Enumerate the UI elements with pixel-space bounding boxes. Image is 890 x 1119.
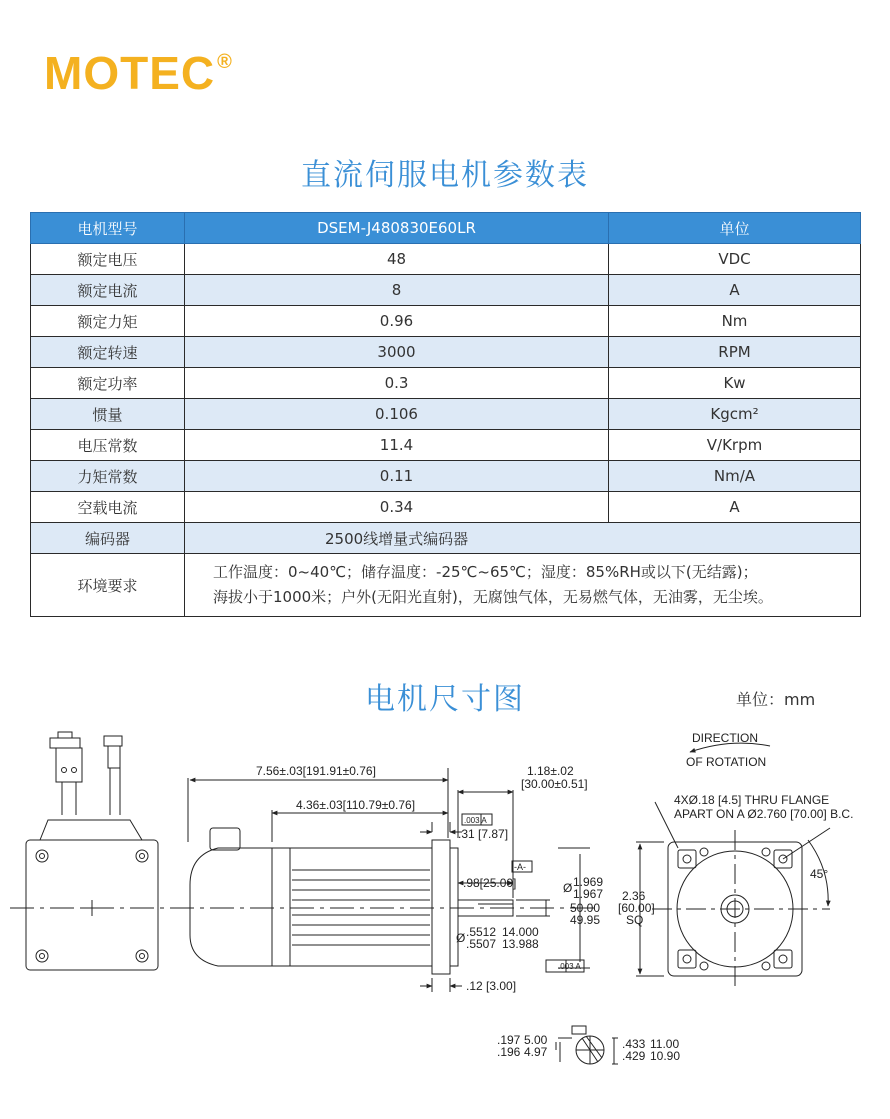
param-unit: Kgcm² — [609, 399, 861, 430]
key-height-mm2: 10.90 — [650, 1049, 681, 1063]
rear-view — [26, 732, 158, 970]
param-name: 额定转速 — [31, 337, 185, 368]
dim-angle: 45° — [810, 867, 829, 881]
spec-table-title: 直流伺服电机参数表 — [301, 158, 589, 193]
param-value: 11.4 — [185, 430, 609, 461]
param-name: 电压常数 — [31, 430, 185, 461]
key-width-in1: .197 — [497, 1033, 521, 1047]
dim-pilot-mm1: 50.00 — [570, 901, 601, 915]
environment-value — [185, 554, 861, 617]
header-cell: 单位 — [609, 213, 861, 244]
key-width-in2: .196 — [497, 1045, 521, 1059]
param-name: 额定电压 — [31, 244, 185, 275]
holes-note-2: APART ON A Ø2.760 [70.00] B.C. — [674, 807, 854, 821]
dim-square-mm: [60.00] — [618, 901, 655, 915]
keyway-section — [572, 1026, 604, 1064]
header-cell: 电机型号 — [31, 213, 185, 244]
table-row — [31, 368, 861, 399]
dim-pilot-step: .12 [3.00] — [466, 979, 517, 993]
param-value: 0.106 — [185, 399, 609, 430]
dim-total-length: 7.56±.03[191.91±0.76] — [256, 764, 376, 778]
param-name: 空载电流 — [31, 492, 185, 523]
environment-line: 工作温度：0~40℃；储存温度：-25℃~65℃；湿度：85%RH或以下(无结露)； — [213, 563, 758, 581]
tol-frame-a: .003 A — [464, 816, 487, 825]
param-name: 额定功率 — [31, 368, 185, 399]
table-row — [31, 399, 861, 430]
param-unit: Kw — [609, 368, 861, 399]
datum-a: -A- — [514, 862, 526, 872]
encoder-value: 2500线增量式编码器 — [185, 523, 861, 554]
runout-frame: .003 A — [558, 962, 581, 971]
key-width-mm2: 4.97 — [524, 1045, 548, 1059]
table-row — [31, 244, 861, 275]
table-row — [31, 337, 861, 368]
dim-shaft-mm2: 13.988 — [502, 937, 539, 951]
param-unit: A — [609, 492, 861, 523]
spec-table — [30, 212, 861, 617]
holes-note-1: 4XØ.18 [4.5] THRU FLANGE — [674, 793, 830, 807]
unit-note: 单位：mm — [736, 690, 816, 709]
dim-flange-thickness: .31 [7.87] — [458, 827, 509, 841]
param-value: 0.96 — [185, 306, 609, 337]
environment-line: 海拔小于1000米；户外(无阳光直射)，无腐蚀气体，无易燃气体，无油雾，无尘埃。 — [213, 588, 773, 606]
key-width-mm1: 5.00 — [524, 1033, 548, 1047]
header-cell: DSEM-J480830E60LR — [185, 213, 609, 244]
table-row — [31, 306, 861, 337]
table-header-row — [31, 213, 861, 244]
dim-square-sq: SQ — [626, 913, 644, 927]
param-name: 编码器 — [31, 523, 185, 554]
param-value: 8 — [185, 275, 609, 306]
direction-label-2: OF ROTATION — [686, 755, 767, 769]
param-unit: A — [609, 275, 861, 306]
table-row — [31, 492, 861, 523]
pilot-prefix: Ø — [563, 881, 573, 895]
dim-flange-length: 1.18±.02 — [527, 764, 574, 778]
key-height-in2: .429 — [622, 1049, 646, 1063]
dim-pilot-in1: 1.969 — [573, 875, 604, 889]
param-unit: RPM — [609, 337, 861, 368]
param-unit: VDC — [609, 244, 861, 275]
param-value: 0.3 — [185, 368, 609, 399]
param-unit: Nm — [609, 306, 861, 337]
side-view — [190, 828, 513, 974]
dim-shaft-length: .98[25.00] — [463, 876, 517, 890]
param-name: 环境要求 — [31, 554, 185, 617]
encoder-row — [31, 523, 861, 554]
key-height-mm1: 11.00 — [650, 1037, 680, 1051]
dim-square-in: 2.36 — [622, 889, 646, 903]
table-row — [31, 275, 861, 306]
param-name: 力矩常数 — [31, 461, 185, 492]
key-height-in1: .433 — [622, 1037, 646, 1051]
shaft-prefix: Ø — [456, 931, 466, 945]
table-row — [31, 461, 861, 492]
param-name: 惯量 — [31, 399, 185, 430]
drawing-title: 电机尺寸图 — [365, 682, 525, 717]
motec-logo: MOTEC ® — [44, 47, 233, 99]
param-value: 0.11 — [185, 461, 609, 492]
param-name: 额定电流 — [31, 275, 185, 306]
dim-shaft-in2: .5507 — [466, 937, 497, 951]
dim-pilot-in2: 1.967 — [573, 887, 604, 901]
param-value: 48 — [185, 244, 609, 275]
dim-flange-length-mm: [30.00±0.51] — [521, 777, 588, 791]
environment-row — [31, 554, 861, 617]
param-value: 0.34 — [185, 492, 609, 523]
table-row — [31, 430, 861, 461]
dim-shaft-mm1: 14.000 — [502, 925, 539, 939]
param-unit: V/Krpm — [609, 430, 861, 461]
param-unit: Nm/A — [609, 461, 861, 492]
direction-label-1: DIRECTION — [692, 731, 758, 745]
dim-shaft-in1: .5512 — [466, 925, 497, 939]
param-value: 3000 — [185, 337, 609, 368]
dimension-drawing — [0, 720, 890, 1119]
dim-pilot-mm2: 49.95 — [570, 913, 601, 927]
dim-body-length: 4.36±.03[110.79±0.76] — [296, 798, 416, 812]
param-name: 额定力矩 — [31, 306, 185, 337]
